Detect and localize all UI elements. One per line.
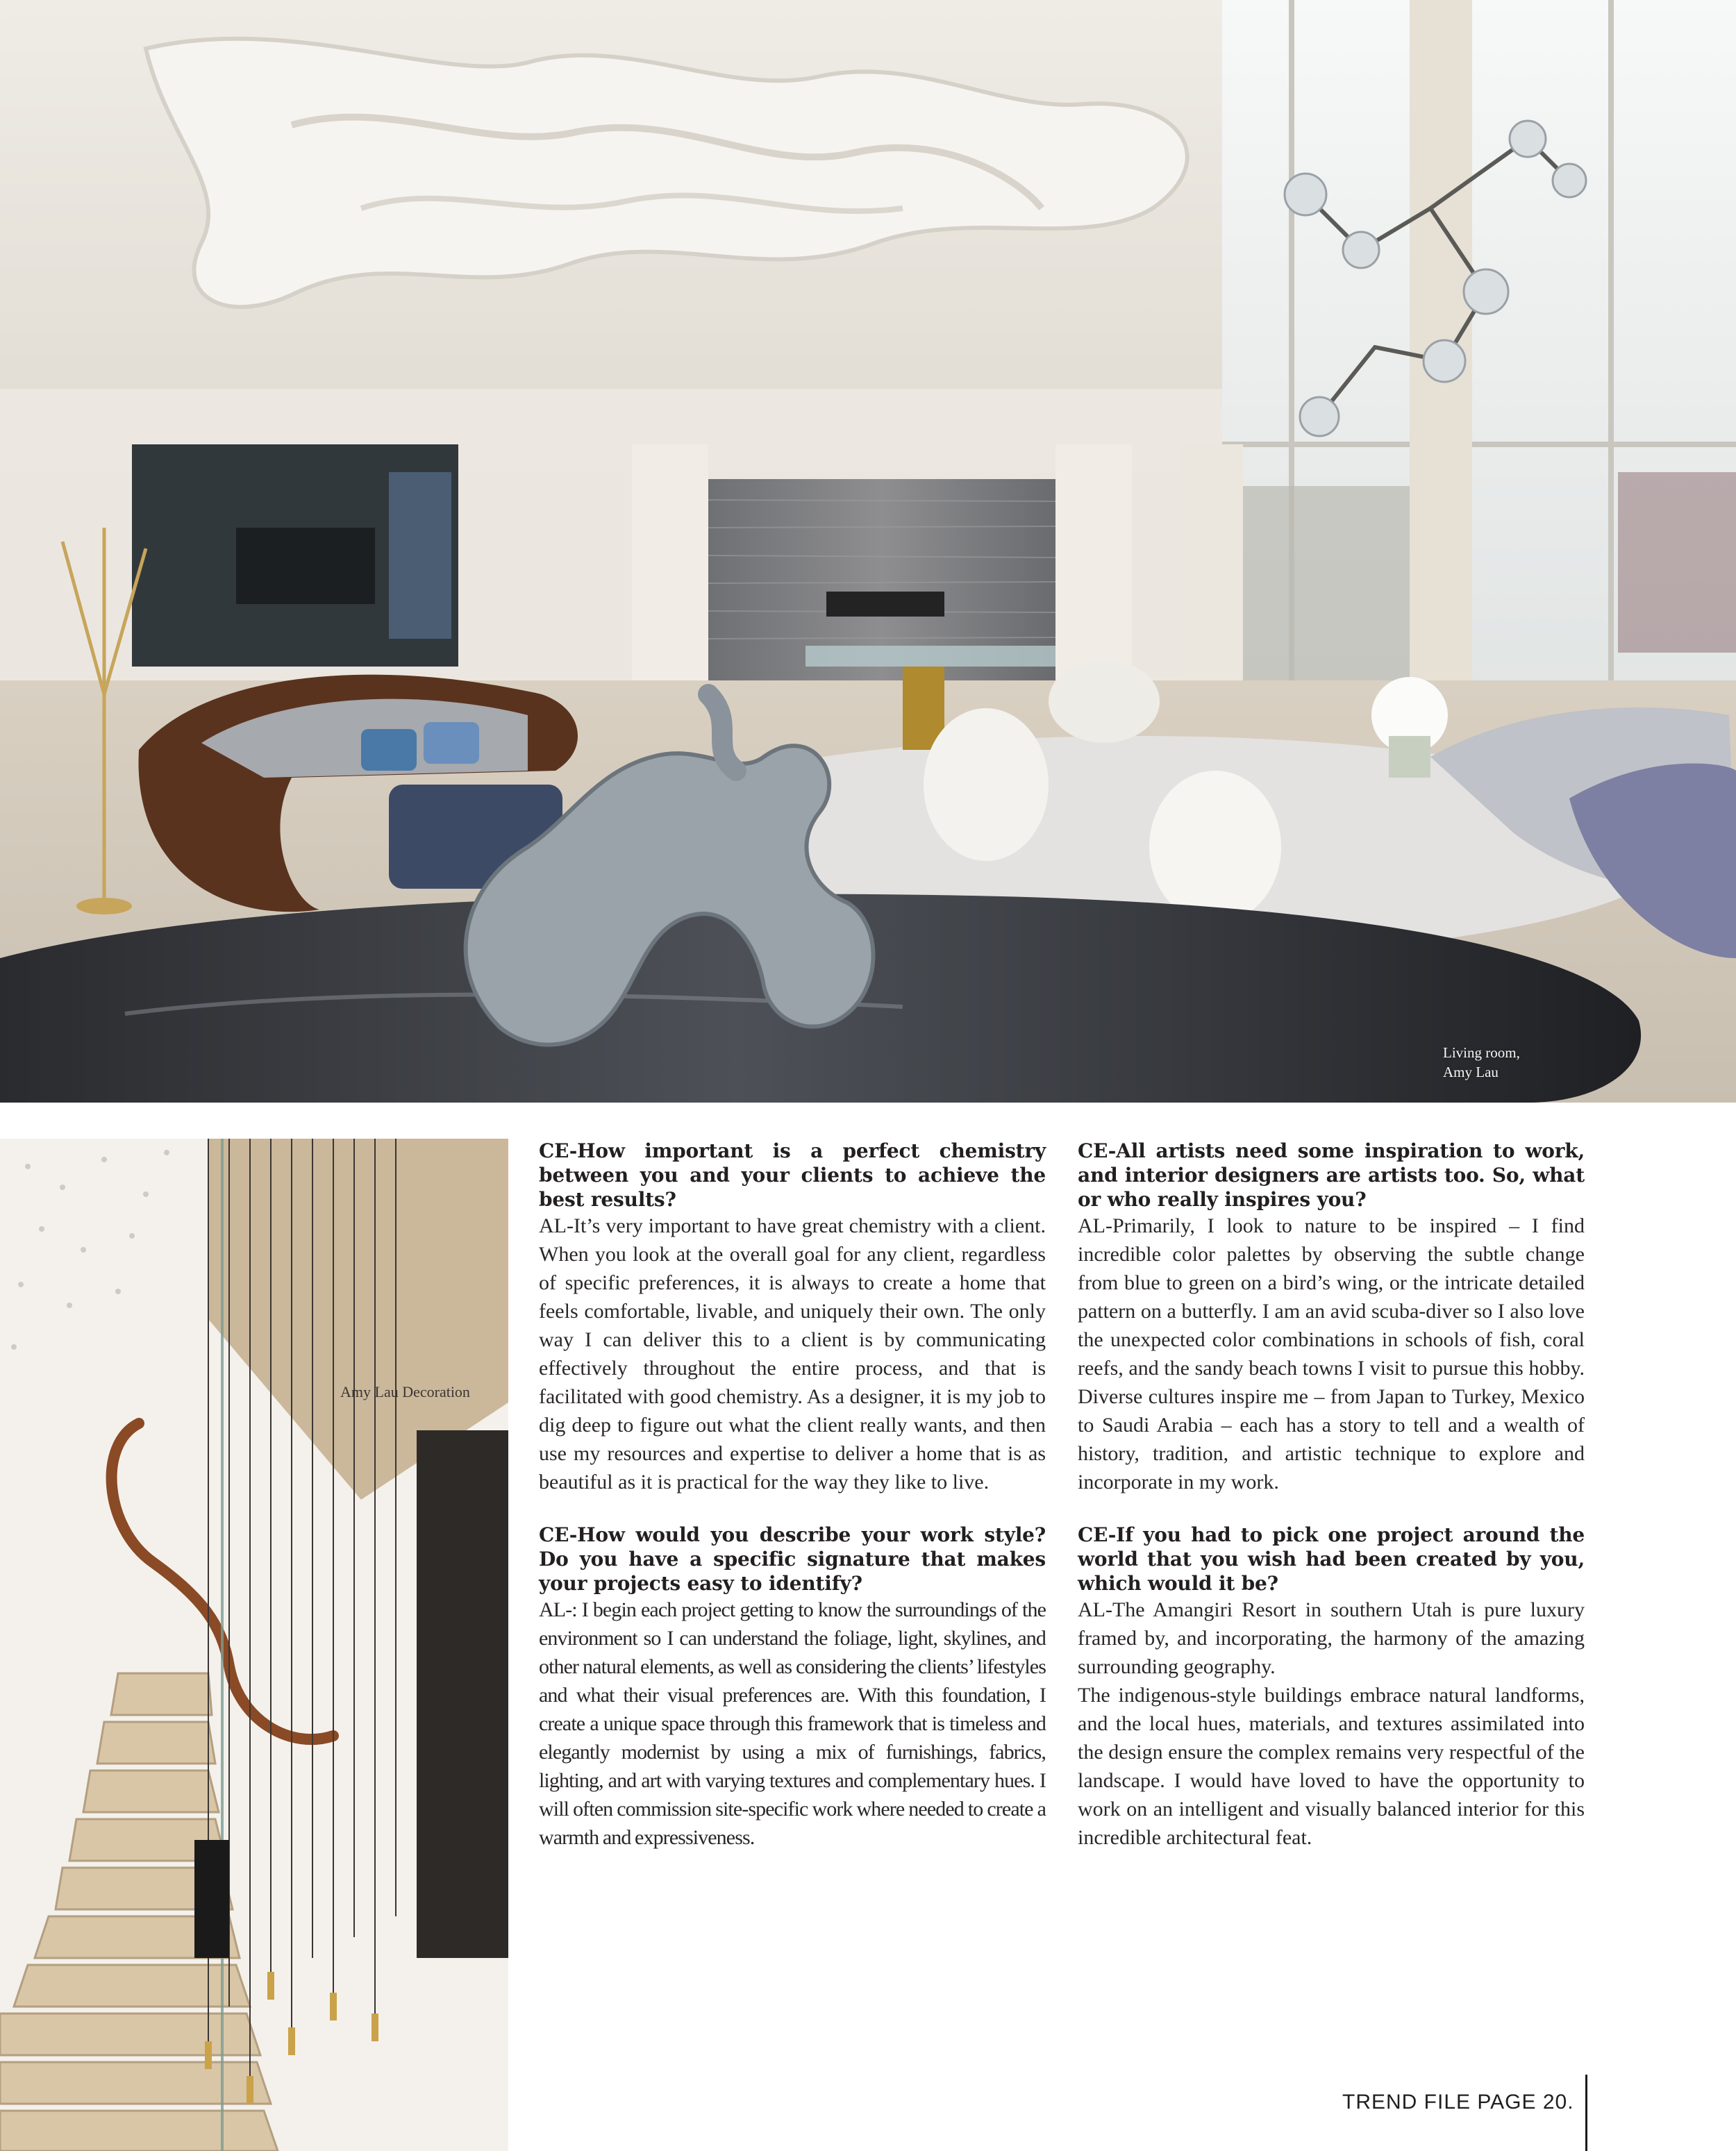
interview-answer: The indigenous-style buildings embrace natural landforms, and the local hues, materials, and textures assimilated into the design ensure the complex remains very respectful of the landscape. I would have loved to have the opportunity to work on an intelligent and visually balanced interior for this incredible architectural feat.: [1078, 1684, 1585, 1849]
interview-question: CE-If you had to pick one project around the world that you wish had been created by you, which would it be?: [1078, 1523, 1585, 1595]
page-footer: TREND FILE PAGE 20.: [1342, 2091, 1574, 2114]
caption-line: Living room,: [1443, 1044, 1520, 1061]
staircase-photo: [0, 1139, 508, 2151]
article-column-left: [539, 1139, 1046, 1852]
photo-caption: [1443, 1043, 1561, 1082]
interview-item: [1078, 1523, 1585, 1852]
interview-item: [539, 1523, 1046, 1852]
interview-question: CE-How would you describe your work style? Do you have a specific signature that makes your projects easy to identify?: [539, 1523, 1046, 1595]
footer-divider: [1585, 2075, 1587, 2151]
interview-answer: AL-: I begin each project getting to know the surroundings of the environment so I can understand the foliage, light, skylines, and other natural elements, as well as considering the clients’ lifestyles and what their visual preferences are. With this foundation, I create a unique space through this framework that is timeless and elegantly modernist by using a mix of furnishings, fabrics, lighting, and art with varying textures and complementary hues. I will often commission site-specific work where needed to create a warmth and expressiveness.: [539, 1598, 1046, 1849]
staircase-illustration: [0, 1139, 508, 2151]
photo-caption: Amy Lau Decoration: [340, 1383, 470, 1400]
caption-line: Amy Lau: [1443, 1064, 1499, 1080]
interview-answer: AL-Primarily, I look to nature to be inspired – I find incredible color palettes by observing the subtle change from blue to green on a bird’s wing, or the intricate detailed pattern on a butterfly. I am an avid scuba-diver so I also love the unexpected color combinations in schools of fish, coral reefs, and the sandy beach towns I visit to pursue this hobby. Diverse cultures inspire me – from Japan to Turkey, Mexico to Saudi Arabia – each has a story to tell and a wealth of history, tradition, and artistic technique to explore and incorporate in my work.: [1078, 1214, 1585, 1493]
interview-item: [1078, 1139, 1585, 1496]
interview-item: [539, 1139, 1046, 1496]
article-column-right: [1078, 1139, 1585, 1852]
interview-question: CE-All artists need some inspiration to work, and interior designers are artists too. So, what or who really inspires you?: [1078, 1139, 1585, 1211]
interview-answer: AL-It’s very important to have great chemistry with a client. When you look at the overall goal for any client, regardless of specific preferences, it is always to create a home that feels comfortable, livable, and uniquely their own. The only way I can deliver this to a client is by communicating effectively throughout the entire process, and that is facilitated with good chemistry. As a designer, it is my job to dig deep to figure out what the client really wants, and then use my resources and expertise to deliver a home that is as beautiful as it is practical for the way they like to live.: [539, 1214, 1046, 1493]
interview-question: CE-How important is a perfect chemistry between you and your clients to achieve the best results?: [539, 1139, 1046, 1211]
interview-answer: AL-The Amangiri Resort in southern Utah is pure luxury framed by, and incorporating, the harmony of the amazing surrounding geography.: [1078, 1598, 1585, 1678]
